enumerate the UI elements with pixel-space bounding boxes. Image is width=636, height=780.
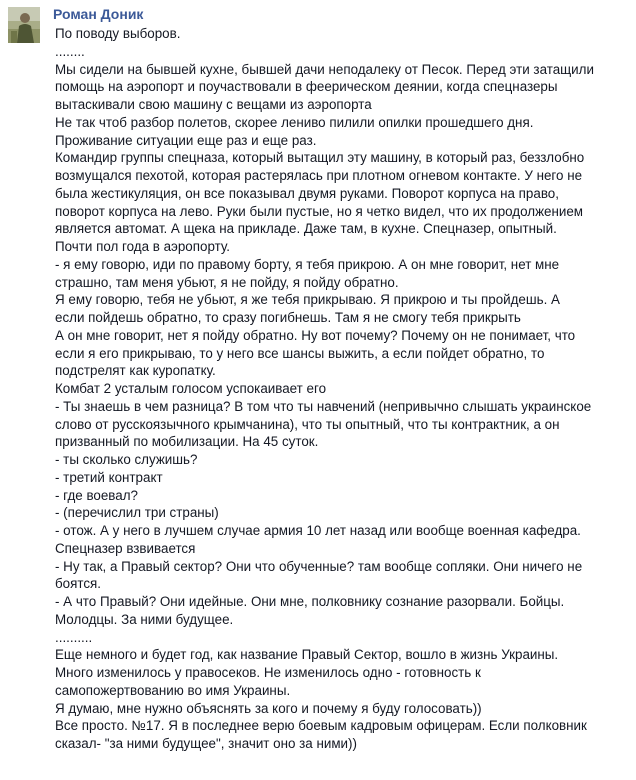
post-text-line: если пойдешь обратно, то сразу погибнешь. Там я не смогу тебя прикрыть <box>55 310 521 325</box>
post-text-line: - (перечислил три страны) <box>55 505 219 521</box>
post-text-line: страшно, там меня убьют, я не пойду, я пойду обратно. <box>55 274 399 290</box>
post-text-line: - третий контракт <box>55 469 163 485</box>
post-text-line: ........ <box>55 43 85 59</box>
post-body-text <box>55 25 633 753</box>
post-text-line: Мы сидели на бывшей кухне, бывшей дачи неподалеку от Песок. Перед эти затащили <box>55 61 594 77</box>
post-text-line: - ты сколько служишь? <box>55 452 198 467</box>
post-text-line: Почти пол года в аэропорту. <box>55 239 230 254</box>
post-text-line: А он мне говорит, нет я пойду обратно. Ну вот почему? Почему он не понимает, что <box>55 327 576 343</box>
post-text-line: - А что Правый? Они идейные. Они мне, полковнику сознание разорвали. Бойцы. <box>55 594 565 609</box>
post-text-line: была жестикуляция, он все показывал двумя руками. Поворот корпуса на право, <box>55 185 559 201</box>
post-text-line: Все просто. №17. Я в последнее верю боевым кадровым офицерам. Если полковник <box>55 718 587 734</box>
post-text-line: боятся. <box>55 576 102 592</box>
post-text-line: помощь на аэропорт и поучаствовали в феерическом деянии, когда спецназеры <box>55 79 558 95</box>
avatar-photo-icon <box>8 7 40 43</box>
post-text-line: Спецназер взвивается <box>55 540 196 556</box>
post-text-line: - Ты знаешь в чем разница? В том что ты навчений (непривычно слышать украинское <box>55 398 592 414</box>
post-text-line: Комбат 2 усталым голосом успокаивает его <box>55 381 327 396</box>
post-text-line: поворот корпуса на лево. Руки были пустые, но я четко видел, что их продолжением <box>55 203 584 219</box>
author-name-link[interactable]: Роман Доник <box>53 6 144 22</box>
author-avatar[interactable] <box>8 7 40 43</box>
post-text-line: самопожертвованию во имя Украины. <box>55 682 291 698</box>
post-text-line: Проживание ситуации еще раз и еще раз. <box>55 132 317 148</box>
post-text-line: Еще немного и будет год, как название Правый Сектор, вошло в жизнь Украины. <box>55 647 559 663</box>
post-text-line: если я его прикрываю, то у него все шансы выжить, а если пойдет обратно, то <box>55 345 545 361</box>
post-text-line: - где воевал? <box>55 487 138 503</box>
post-text-line: призванный по мобилизации. На 45 суток. <box>55 434 319 450</box>
post-text-line: - я ему говорю, иди по правому борту, я тебя прикрою. А он мне говорит, нет мне <box>55 256 560 272</box>
post-text-line: Я ему говорю, тебя не убьют, я же тебя прикрываю. Я прикрою и ты пройдешь. А <box>55 292 560 308</box>
post-text-line: Командир группы спецназа, который вытащил эту машину, в который раз, беззлобно <box>55 150 585 166</box>
post-text-line: возмущался пехотой, которая растерялась при плотном огневом контакте. У него не <box>55 168 583 183</box>
post-text-line: Много изменилось у правосеков. Не изменилось одно - готовность к <box>55 665 481 680</box>
post-text-line: Я думаю, мне нужно объяснять за кого и почему я буду голосовать)) <box>55 700 482 716</box>
post-text-line: По поводу выборов. <box>55 26 181 41</box>
post-text-line: вытаскивали свою машину с вещами из аэропорта <box>55 97 372 112</box>
post-text-line: .......... <box>55 629 93 645</box>
post-text-line: Не так чтоб разбор полетов, скорее лениво пилили опилки прошедшего дня. <box>55 114 534 130</box>
post-text-line: - отож. А у него в лучшем случае армия 10 лет назад или вообще военная кафедра. <box>55 523 581 538</box>
post-text-line: - Ну так, а Правый сектор? Они что обученные? там вообще сопляки. Они ничего не <box>55 558 583 574</box>
post-text-line: является автомат. А щека на прикладе. Даже там, в кухне. Спецназер, опытный. <box>55 221 557 237</box>
post-text-line: слово от русскоязычного крымчанина), что ты опытный, что ты контрактник, а он <box>55 416 560 432</box>
post-text-line: подстрелят как куропатку. <box>55 363 216 379</box>
post-text-line: сказал- "за ними будущее", значит оно за ними)) <box>55 736 357 751</box>
post-text-line: Молодцы. За ними будущее. <box>55 611 234 627</box>
